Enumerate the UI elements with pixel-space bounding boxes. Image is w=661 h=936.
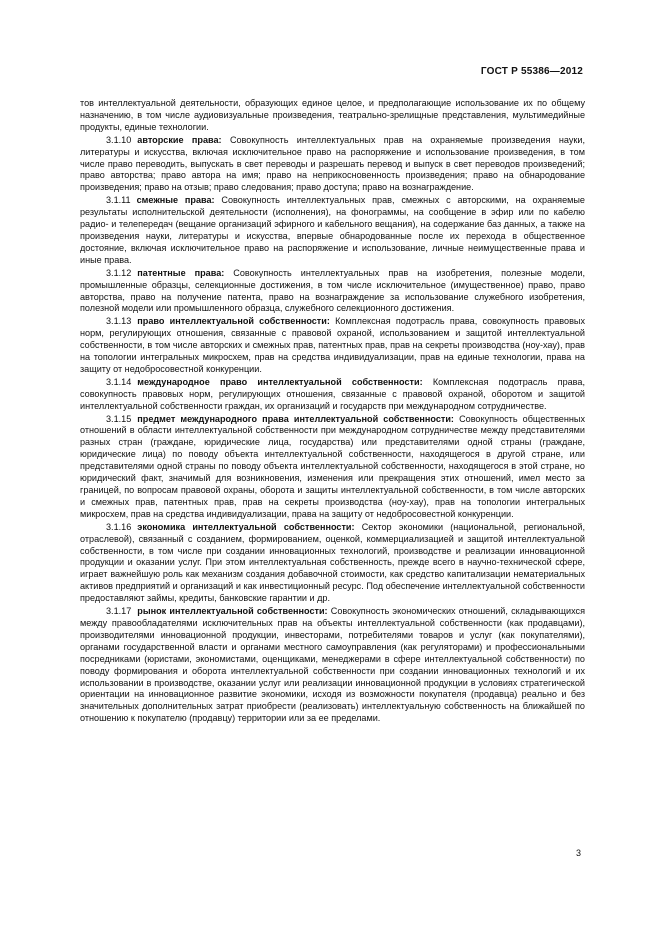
section-number: 3.1.12 (106, 267, 132, 278)
section-3-1-12 (80, 268, 585, 316)
section-text: Комплексная подотрасль права, совокупность правовых норм, регулирующих отношения, связанные с правовой охраной, оборотом и защитой интеллектуальной собственности граждан, их организаций и государств при международном сотрудничестве. (80, 376, 585, 411)
section-term: право интеллектуальной собственности: (137, 316, 330, 327)
section-text: Совокупность интеллектуальных прав на изобретения, полезные модели, промышленные образцы, селекционные достижения, в том числе исключительное (имущественное) право, право авторства, право на получение патента, право на вознаграждение за использование служебного изобретения, полезной модели или промышленного образца, служебного селекционного достижения. (80, 267, 585, 314)
section-number: 3.1.10 (106, 134, 132, 145)
section-number: 3.1.14 (106, 376, 132, 387)
intro-paragraph: тов интеллектуальной деятельности, образующих единое целое, и предполагающие использование их по общему назначению, в том числе аудиовизуальные произведения, театрально-зрелищные представления, мультимедийные продукты, единые технологии. (80, 98, 585, 132)
section-term: смежные права: (136, 195, 215, 206)
section-text: Совокупность общественных отношений в области интеллектуальной собственности при международном сотрудничестве между представителями разных стран (граждане, юридические лица, государства) или представителями одной страны (граждане, юридические лица) по поводу объекта интеллектуальной собственности, находящегося в другой стране, или представителями одной страны по поводу объекта интеллектуальной собственности, находящегося в этой стране, но юридический факт, значимый для возникновения, изменения или прекращения этих отношений, имел место за границей, по вопросам правовой охраны, оборота и защиты интеллектуальной собственности, в том числе авторских и смежных прав, патентных прав, прав на секреты производства (ноу-хау), прав на топологии интегральных микросхем, прав на средства индивидуализации, права на защиту от недобросовестной конкуренции. (80, 413, 585, 519)
section-number: 3.1.13 (106, 316, 132, 327)
page-number: 3 (575, 848, 581, 858)
section-term: предмет международного права интеллектуальной собственности: (137, 413, 454, 424)
section-3-1-11 (80, 195, 585, 266)
section-3-1-14 (80, 377, 585, 413)
section-term: патентные права: (137, 267, 225, 278)
section-text: Комплексная подотрасль права, совокупность правовых норм, регулирующих отношения, связанные с правовой охраной, использованием и защитой интеллектуальной собственности, в том числе авторских и смежных прав, патентных прав, прав на секреты производства (ноу-хау), прав на топологии интегральных микросхем, прав на средства индивидуализации, прав на единые технологии, права на защиту от недобросовестной конкуренции. (80, 316, 585, 374)
document-body (80, 98, 585, 725)
section-3-1-16 (80, 522, 585, 605)
section-term: авторские права: (137, 134, 222, 145)
section-term: экономика интеллектуальной собственности: (137, 521, 355, 532)
section-term: международное право интеллектуальной собственности: (137, 376, 423, 387)
section-text: Сектор экономики (национальной, региональной, отраслевой), связанный с созданием, формированием, оценкой, коммерциализацией и защитой интеллектуальной собственности, в том числе при создании инновационных технологий, производстве и реализации инновационной продукции и оказании услуг. При этом интеллектуальная собственность, прежде всего в научно-технической сфере, играет важнейшую роль как механизм создания добавочной стоимости, как средство капитализации нематериальных активов предприятий и организаций и как инвестиционный ресурс. Под обеспечение интеллектуальной собственности предоставляют займы, кредиты, банковские гарантии и др. (80, 521, 586, 604)
section-3-1-13 (80, 316, 585, 376)
section-text: Совокупность экономических отношений, складывающихся между правообладателями исключительных прав на объекты интеллектуальной собственности (как продавцами), производителями инновационной продукции, инвесторами, потребителями товаров и услуг (как покупателями), органами государственной власти и органами местного самоуправления (как регуляторами) и профессиональными посредниками (юристами, экономистами, оценщиками, менеджерами в сфере интеллектуальной собственности) по поводу формирования и оборота интеллектуальной собственности при создании инновационных технологий и их использовании в производстве, оказании услуг или реализации инновационной продукции в условиях стратегической ориентации на инновационное развитие экономики, исходя из возможности покупателя (продавца) реально и без значительных дополнительных затрат приобрести (реализовать) интеллектуальную собственность на ближайшей по отношению к покупателю (продавцу) территории или за ее пределами. (80, 606, 585, 724)
section-number: 3.1.11 (106, 195, 131, 206)
section-3-1-17 (80, 606, 585, 725)
section-text: Совокупность интеллектуальных прав, смежных с авторскими, на охраняемые результаты исполнительской деятельности (исполнения), на фонограммы, на сообщение в эфир или по кабелю радио- и телепередач (вещание организаций эфирного и кабельного вещания), на содержание баз данных, а также на произведения науки, литературы и искусства, впервые обнародованные после их перехода в общественное достояние, включая исключительное право на распоряжение и использование, личные неимущественные права и иные права. (80, 195, 585, 265)
section-3-1-15 (80, 414, 585, 521)
section-term: рынок интеллектуальной собственности: (137, 606, 328, 617)
section-text: Совокупность интеллектуальных прав на охраняемые произведения науки, литературы и искусства, включая исключительное право на распоряжение и использование произведения, в том числе право переводить, выпускать в свет переводы и разрешать перевод и выпуск в свет переводов произведений; право авторства; право автора на имя; право на неприкосновенность произведения; право на обнародование произведения; право на отзыв; право следования; право доступа; право на вознаграждение. (80, 134, 586, 193)
section-number: 3.1.17 (106, 606, 132, 617)
section-number: 3.1.16 (106, 521, 132, 532)
section-number: 3.1.15 (106, 413, 132, 424)
document-code: ГОСТ Р 55386—2012 (480, 66, 583, 77)
section-3-1-10 (80, 135, 585, 195)
